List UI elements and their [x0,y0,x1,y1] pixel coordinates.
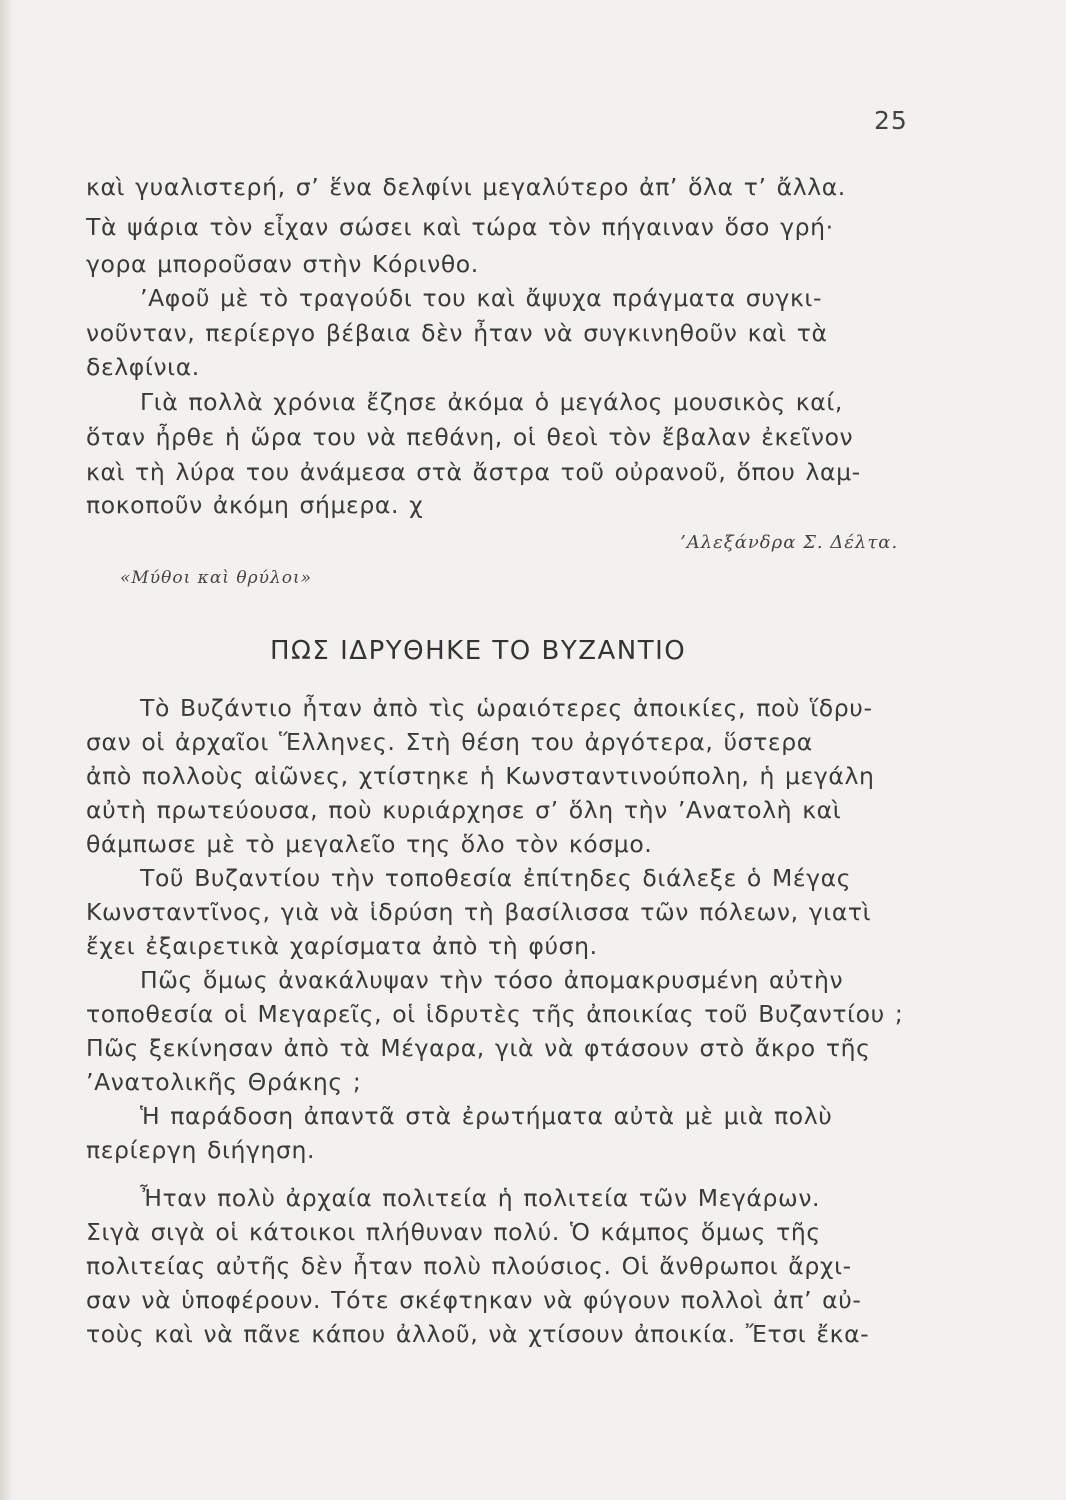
text-line: Πῶς ὅμως ἀνακάλυψαν τὴν τόσο ἀπομακρυσμένη αὐτὴν [140,966,844,994]
text-line: ὅταν ἦρθε ἡ ὥρα του νὰ πεθάνη, οἱ θεοὶ τὸν ἔβαλαν ἐκεῖνον [86,423,854,451]
text-line: σαν οἱ ἀρχαῖοι Ἕλληνες. Στὴ θέση του ἀργότερα, ὕστερα [86,728,813,756]
text-line: Κωνσταντῖνος, γιὰ νὰ ἱδρύση τὴ βασίλισσα τῶν πόλεων, γιατὶ [86,898,872,926]
text-line: Ἦταν πολὺ ἀρχαία πολιτεία ἡ πολιτεία τῶν Μεγάρων. [140,1184,821,1212]
text-line: καὶ τὴ λύρα του ἀνάμεσα στὰ ἄστρα τοῦ οὐρανοῦ, ὅπου λαμ- [86,458,861,486]
text-line: ποκοποῦν ἀκόμη σήμερα. χ [86,491,424,519]
text-line: ’Ανατολικῆς Θράκης ; [86,1068,362,1096]
text-line: πολιτείας αὐτῆς δὲν ἦταν πολὺ πλούσιος. Οἱ ἄνθρωποι ἄρχι- [86,1252,852,1280]
text-line: ’Αφοῦ μὲ τὸ τραγούδι του καὶ ἄψυχα πράγματα συγκι- [140,284,823,312]
chapter-title: ΠΩΣ ΙΔΡΥΘΗΚΕ ΤΟ ΒΥΖΑΝΤΙΟ [270,636,687,666]
author-signature: ’Αλεξάνδρα Σ. Δέλτα. [680,532,899,553]
text-line: δελφίνια. [86,353,200,381]
page-edge-shadow [0,0,14,1500]
text-line: τοὺς καὶ νὰ πᾶνε κάπου ἀλλοῦ, νὰ χτίσουν ἀποικία. Ἔτσι ἔκα- [86,1320,870,1348]
text-line: ἀπὸ πολλοὺς αἰῶνες, χτίστηκε ἡ Κωνσταντινούπολη, ἡ μεγάλη [86,762,875,790]
text-line: Τοῦ Βυζαντίου τὴν τοποθεσία ἐπίτηδες διάλεξε ὁ Μέγας [140,864,852,892]
text-line: νοῦνταν, περίεργο βέβαια δὲν ἦταν νὰ συγκινηθοῦν καὶ τὰ [86,319,828,347]
text-line: θάμπωσε μὲ τὸ μεγαλεῖο της ὅλο τὸν κόσμο. [86,830,653,858]
text-line: σαν νὰ ὑποφέρουν. Τότε σκέφτηκαν νὰ φύγουν πολλοὶ ἀπ’ αὐ- [86,1286,862,1314]
text-line: αὐτὴ πρωτεύουσα, ποὺ κυριάρχησε σ’ ὅλη τὴν ’Ανατολὴ καὶ [86,796,842,824]
text-line: Τὸ Βυζάντιο ἦταν ἀπὸ τὶς ὡραιότερες ἀποικίες, ποὺ ἵδρυ- [140,694,873,722]
text-line: Τὰ ψάρια τὸν εἶχαν σώσει καὶ τώρα τὸν πήγαιναν ὅσο γρή· [86,213,834,241]
page-number: 25 [874,106,908,135]
text-line: Ἡ παράδοση ἀπαντᾶ στὰ ἐρωτήματα αὐτὰ μὲ μιὰ πολὺ [140,1102,833,1130]
source-citation: «Μύθοι καὶ θρύλοι» [120,568,313,588]
text-line: τοποθεσία οἱ Μεγαρεῖς, οἱ ἱδρυτὲς τῆς ἀποικίας τοῦ Βυζαντίου ; [86,1000,904,1028]
text-line: Σιγὰ σιγὰ οἱ κάτοικοι πλήθυναν πολύ. Ὁ κάμπος ὅμως τῆς [86,1218,821,1246]
text-line: γορα μποροῦσαν στὴν Κόρινθο. [86,250,479,278]
text-line: ἔχει ἐξαιρετικὰ χαρίσματα ἀπὸ τὴ φύση. [86,932,598,960]
text-line: Πῶς ξεκίνησαν ἀπὸ τὰ Μέγαρα, γιὰ νὰ φτάσουν στὸ ἄκρο τῆς [86,1034,871,1062]
text-line: περίεργη διήγηση. [86,1136,316,1164]
text-line: καὶ γυαλιστερή, σ’ ἕνα δελφίνι μεγαλύτερο ἀπ’ ὅλα τ’ ἄλλα. [86,173,846,201]
text-line: Γιὰ πολλὰ χρόνια ἔζησε ἀκόμα ὁ μεγάλος μουσικὸς καί, [140,388,843,416]
